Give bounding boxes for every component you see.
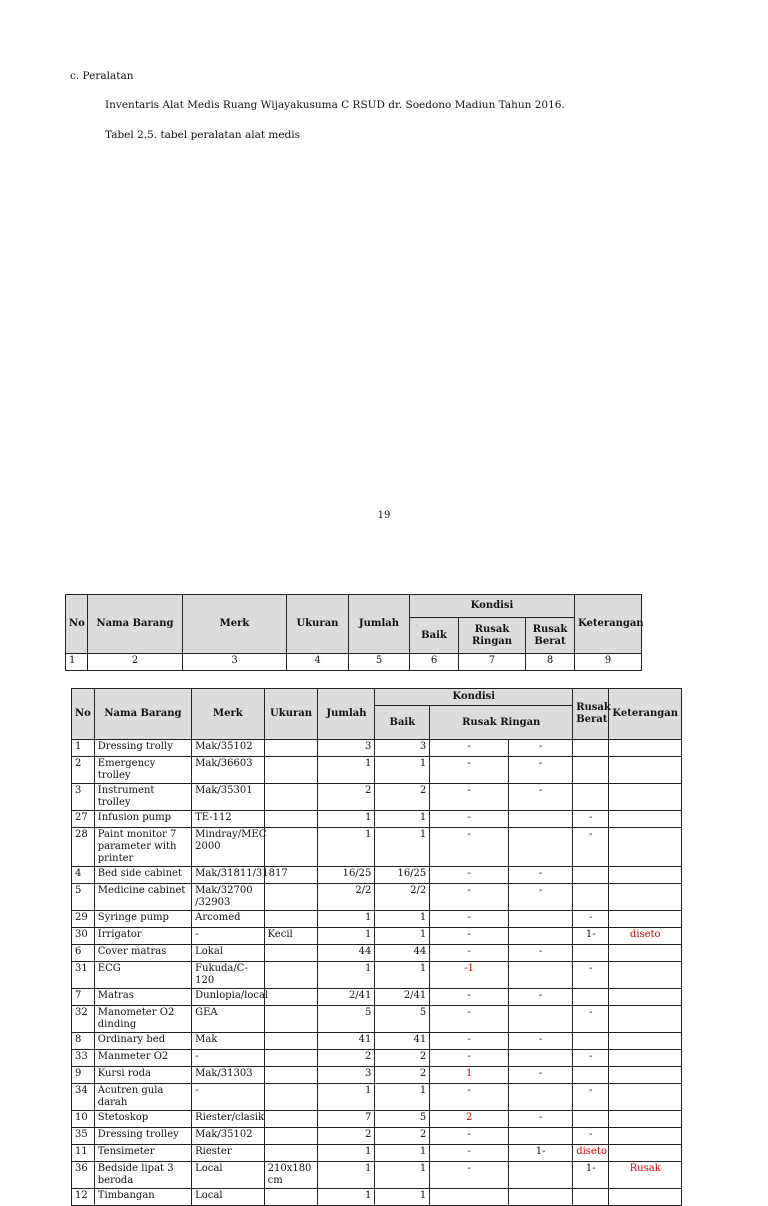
cell-baik: 1 [375,1084,430,1111]
cell-nama-barang: Bed side cabinet [94,867,191,884]
cell-nama-barang: ECG [94,962,191,989]
col-keterangan: Keterangan [575,595,642,654]
cell-nama-barang: Matras [94,989,191,1006]
cell-keterangan [609,1067,682,1084]
cell-merk: Local [192,1162,264,1189]
table-row [72,867,682,884]
cell-no: 29 [72,911,95,928]
cell-nama-barang: Infusion pump [94,811,191,828]
cell-rusak-ringan: - [430,1006,509,1033]
cell-no: 2 [72,757,95,784]
cell-ukuran [264,1067,318,1084]
cell-keterangan [609,828,682,867]
cell-nama-barang: Syringe pump [94,911,191,928]
cell-nama-barang: Dressing trolly [94,740,191,757]
col-jumlah: Jumlah [349,595,410,654]
cell-ukuran [264,1111,318,1128]
cell-baik: 1 [375,1189,430,1206]
cell-rusak-berat: - [508,867,572,884]
cell-rusak-ringan: - [430,784,509,811]
cell-rusak-berat-2: - [573,1128,609,1145]
col-rusak-berat: Rusak Berat [573,689,609,740]
cell-jumlah: 1 [318,1189,375,1206]
cell-rusak-berat-2 [573,1111,609,1128]
cell-jumlah: 1 [318,811,375,828]
cell-merk: Mak/31811/31817 [192,867,264,884]
cell-no: 35 [72,1128,95,1145]
table-row [72,784,682,811]
cell-baik: 3 [375,740,430,757]
cell-rusak-berat: - [508,740,572,757]
cell-jumlah: 16/25 [318,867,375,884]
cell-rusak-ringan: - [430,757,509,784]
cell-no: 33 [72,1050,95,1067]
cell-no: 36 [72,1162,95,1189]
cell-keterangan [609,1128,682,1145]
cell-nama-barang: Dressing trolley [94,1128,191,1145]
cell-rusak-berat-2 [573,784,609,811]
col-nama-barang: Nama Barang [94,689,191,740]
cell-rusak-berat-2 [573,757,609,784]
cell-rusak-berat-2 [573,945,609,962]
cell-merk: Fukuda/C-120 [192,962,264,989]
cell-baik: 1 [375,1162,430,1189]
cell-keterangan [609,884,682,911]
col-keterangan: Keterangan [609,689,682,740]
cell-rusak-berat [508,928,572,945]
cell-no: 7 [72,989,95,1006]
cell-rusak-berat: 1- [508,1145,572,1162]
cell-jumlah: 3 [318,740,375,757]
cell-merk: Arcomed [192,911,264,928]
col-rusak-ringan: Rusak Ringan [430,706,573,740]
cell-rusak-ringan: - [430,1084,509,1111]
cell-rusak-ringan: - [430,740,509,757]
cell-baik: 2 [375,1128,430,1145]
cell-merk: Local [192,1189,264,1206]
cell-nama-barang: Emergency trolley [94,757,191,784]
cell-jumlah: 1 [318,1145,375,1162]
cell-no: 31 [72,962,95,989]
cell-nama-barang: Manometer O2 dinding [94,1006,191,1033]
cell-nama-barang: Cover matras [94,945,191,962]
table-row [72,1145,682,1162]
col-nama-barang: Nama Barang [88,595,183,654]
table-row [72,1128,682,1145]
cell-rusak-berat: - [508,884,572,911]
table-row [72,811,682,828]
cell-keterangan [609,1084,682,1111]
cell-nama-barang: Ordinary bed [94,1033,191,1050]
cell-ukuran [264,757,318,784]
cell-rusak-berat-2: - [573,1006,609,1033]
col-kondisi: Kondisi [375,689,573,706]
cell-jumlah: 41 [318,1033,375,1050]
cell-keterangan [609,945,682,962]
cell-rusak-berat-2: - [573,811,609,828]
cell-jumlah: 1 [318,757,375,784]
cell-jumlah: 2/41 [318,989,375,1006]
table-row [72,1162,682,1189]
cell-rusak-ringan: - [430,867,509,884]
col-no: No [66,595,88,654]
cell-jumlah: 1 [318,911,375,928]
cell-jumlah: 2 [318,784,375,811]
cell-jumlah: 1 [318,928,375,945]
table-row [72,1189,682,1206]
table-row [72,884,682,911]
cell-baik: 2/2 [375,884,430,911]
cell-ukuran: 210x180 cm [264,1162,318,1189]
cell-merk: - [192,1084,264,1111]
table-caption: Tabel 2.5. tabel peralatan alat medis [105,129,301,141]
cell-rusak-berat [508,1050,572,1067]
cell-jumlah: 44 [318,945,375,962]
cell-rusak-berat [508,1162,572,1189]
cell-ukuran [264,1033,318,1050]
cell-merk: GEA [192,1006,264,1033]
cell-nama-barang: Paint monitor 7 parameter with printer [94,828,191,867]
cell-keterangan [609,962,682,989]
cell-baik: 2 [375,784,430,811]
cell-jumlah: 1 [318,1162,375,1189]
cell-jumlah: 7 [318,1111,375,1128]
cell-rusak-ringan: - [430,828,509,867]
cell-rusak-berat [508,828,572,867]
cell-keterangan [609,1111,682,1128]
cell-baik: 1 [375,928,430,945]
cell-keterangan [609,1033,682,1050]
cell-baik: 2 [375,1050,430,1067]
col-rusak-ringan: Rusak Ringan [459,618,526,654]
cell-rusak-berat: - [508,757,572,784]
cell-no: 9 [72,1067,95,1084]
document-subtitle: Inventaris Alat Medis Ruang Wijayakusuma C RSUD dr. Soedono Madiun Tahun 2016. [105,99,565,111]
column-number: 2 [88,654,183,671]
cell-rusak-ringan: 2 [430,1111,509,1128]
cell-jumlah: 2/2 [318,884,375,911]
cell-no: 6 [72,945,95,962]
cell-nama-barang: Irrigator [94,928,191,945]
table-row [72,1084,682,1111]
cell-ukuran [264,784,318,811]
cell-rusak-berat-2 [573,1189,609,1206]
cell-rusak-berat-2: - [573,962,609,989]
cell-baik: 2/41 [375,989,430,1006]
cell-no: 10 [72,1111,95,1128]
cell-rusak-berat: - [508,1033,572,1050]
cell-no: 11 [72,1145,95,1162]
cell-no: 34 [72,1084,95,1111]
cell-merk: Lokal [192,945,264,962]
column-number: 6 [410,654,459,671]
cell-merk: Mak/36603 [192,757,264,784]
col-ukuran: Ukuran [287,595,349,654]
column-number: 1 [66,654,88,671]
section-heading: c. Peralatan [70,70,134,82]
cell-keterangan: Rusak [609,1162,682,1189]
column-number: 3 [183,654,287,671]
cell-merk: Mak/32700 /32903 [192,884,264,911]
cell-baik: 1 [375,757,430,784]
table-row [72,740,682,757]
cell-ukuran [264,911,318,928]
cell-ukuran [264,811,318,828]
cell-jumlah: 3 [318,1067,375,1084]
cell-baik: 1 [375,1145,430,1162]
equipment-table [71,688,682,1206]
col-baik: Baik [375,706,430,740]
col-merk: Merk [183,595,287,654]
cell-rusak-berat: - [508,784,572,811]
cell-rusak-berat-2 [573,1067,609,1084]
table-row [72,1111,682,1128]
cell-keterangan [609,757,682,784]
cell-keterangan [609,1145,682,1162]
table-row [72,828,682,867]
cell-nama-barang: Instrument trolley [94,784,191,811]
cell-ukuran: Kecil [264,928,318,945]
cell-jumlah: 5 [318,1006,375,1033]
cell-keterangan [609,911,682,928]
cell-no: 8 [72,1033,95,1050]
cell-ukuran [264,1084,318,1111]
equipment-table-header [65,594,642,671]
cell-rusak-berat: - [508,1067,572,1084]
cell-rusak-berat [508,811,572,828]
cell-merk: Mak/35102 [192,740,264,757]
cell-ukuran [264,828,318,867]
table-row [72,1050,682,1067]
table-row [72,989,682,1006]
cell-merk: Mak/35301 [192,784,264,811]
cell-rusak-ringan: - [430,945,509,962]
cell-rusak-berat-2 [573,884,609,911]
cell-rusak-ringan: - [430,911,509,928]
cell-merk: Riester/clasik [192,1111,264,1128]
cell-merk: - [192,1050,264,1067]
cell-rusak-ringan: - [430,928,509,945]
cell-rusak-berat-2: - [573,911,609,928]
cell-rusak-berat-2 [573,1033,609,1050]
cell-nama-barang: Acutren gula darah [94,1084,191,1111]
cell-nama-barang: Timbangan [94,1189,191,1206]
cell-jumlah: 1 [318,1084,375,1111]
cell-baik: 5 [375,1111,430,1128]
cell-rusak-berat [508,1006,572,1033]
column-number: 7 [459,654,526,671]
cell-ukuran [264,1050,318,1067]
column-number: 9 [575,654,642,671]
cell-merk: Mak/31303 [192,1067,264,1084]
cell-baik: 44 [375,945,430,962]
column-number: 4 [287,654,349,671]
cell-jumlah: 2 [318,1128,375,1145]
cell-baik: 41 [375,1033,430,1050]
cell-nama-barang: Tensimeter [94,1145,191,1162]
cell-rusak-ringan: - [430,1145,509,1162]
column-number: 5 [349,654,410,671]
cell-keterangan [609,811,682,828]
cell-keterangan [609,989,682,1006]
cell-rusak-ringan: - [430,1033,509,1050]
cell-rusak-berat-2: 1- [573,928,609,945]
cell-baik: 1 [375,811,430,828]
column-number: 8 [526,654,575,671]
cell-rusak-berat: - [508,945,572,962]
cell-keterangan [609,867,682,884]
cell-merk: Mak [192,1033,264,1050]
table-row [72,962,682,989]
cell-ukuran [264,884,318,911]
cell-rusak-berat [508,1189,572,1206]
cell-ukuran [264,945,318,962]
cell-keterangan: diseto [609,928,682,945]
cell-baik: 2 [375,1067,430,1084]
page-number: 19 [377,510,391,521]
cell-merk: Mindray/MEC 2000 [192,828,264,867]
col-merk: Merk [192,689,264,740]
cell-baik: 1 [375,911,430,928]
cell-merk: TE-112 [192,811,264,828]
table-row [72,1033,682,1050]
cell-merk: Mak/35102 [192,1128,264,1145]
cell-baik: 1 [375,962,430,989]
cell-ukuran [264,962,318,989]
table-row [72,1006,682,1033]
cell-rusak-berat [508,1128,572,1145]
cell-baik: 16/25 [375,867,430,884]
cell-rusak-ringan: -1 [430,962,509,989]
table-row [72,928,682,945]
table-row [72,945,682,962]
cell-no: 30 [72,928,95,945]
cell-merk: - [192,928,264,945]
cell-no: 3 [72,784,95,811]
column-number-row [66,654,642,671]
cell-rusak-berat-2: - [573,828,609,867]
cell-rusak-ringan: - [430,989,509,1006]
cell-keterangan [609,1189,682,1206]
cell-no: 28 [72,828,95,867]
cell-ukuran [264,1189,318,1206]
cell-no: 32 [72,1006,95,1033]
cell-rusak-berat [508,1084,572,1111]
col-jumlah: Jumlah [318,689,375,740]
col-ukuran: Ukuran [264,689,318,740]
cell-rusak-ringan: 1 [430,1067,509,1084]
cell-rusak-berat: - [508,989,572,1006]
cell-ukuran [264,989,318,1006]
cell-no: 4 [72,867,95,884]
cell-rusak-berat-2 [573,989,609,1006]
cell-ukuran [264,1145,318,1162]
cell-rusak-ringan [430,1189,509,1206]
cell-no: 5 [72,884,95,911]
cell-no: 1 [72,740,95,757]
cell-rusak-ringan: - [430,1162,509,1189]
cell-rusak-ringan: - [430,811,509,828]
cell-keterangan [609,1006,682,1033]
cell-merk: Dunlopia/local [192,989,264,1006]
cell-ukuran [264,1006,318,1033]
cell-merk: Riester [192,1145,264,1162]
cell-rusak-berat-2 [573,740,609,757]
cell-baik: 5 [375,1006,430,1033]
cell-jumlah: 1 [318,962,375,989]
cell-rusak-berat: - [508,1111,572,1128]
col-baik: Baik [410,618,459,654]
cell-jumlah: 1 [318,828,375,867]
cell-keterangan [609,784,682,811]
cell-rusak-ringan: - [430,1128,509,1145]
cell-nama-barang: Kursi roda [94,1067,191,1084]
cell-ukuran [264,740,318,757]
cell-keterangan [609,1050,682,1067]
col-rusak-berat: Rusak Berat [526,618,575,654]
cell-rusak-berat-2: - [573,1084,609,1111]
col-kondisi: Kondisi [410,595,575,618]
cell-jumlah: 2 [318,1050,375,1067]
cell-rusak-berat [508,911,572,928]
cell-rusak-ringan: - [430,1050,509,1067]
cell-keterangan [609,740,682,757]
cell-rusak-ringan: - [430,884,509,911]
table-row [72,1067,682,1084]
cell-nama-barang: Medicine cabinet [94,884,191,911]
cell-nama-barang: Manmeter O2 [94,1050,191,1067]
cell-rusak-berat-2: diseto [573,1145,609,1162]
table-row [72,911,682,928]
cell-baik: 1 [375,828,430,867]
col-no: No [72,689,95,740]
cell-rusak-berat-2: - [573,1050,609,1067]
cell-no: 27 [72,811,95,828]
cell-rusak-berat [508,962,572,989]
cell-rusak-berat-2: 1- [573,1162,609,1189]
cell-nama-barang: Bedside lipat 3 beroda [94,1162,191,1189]
cell-no: 12 [72,1189,95,1206]
cell-nama-barang: Stetoskop [94,1111,191,1128]
table-row [72,757,682,784]
cell-rusak-berat-2 [573,867,609,884]
cell-ukuran [264,1128,318,1145]
